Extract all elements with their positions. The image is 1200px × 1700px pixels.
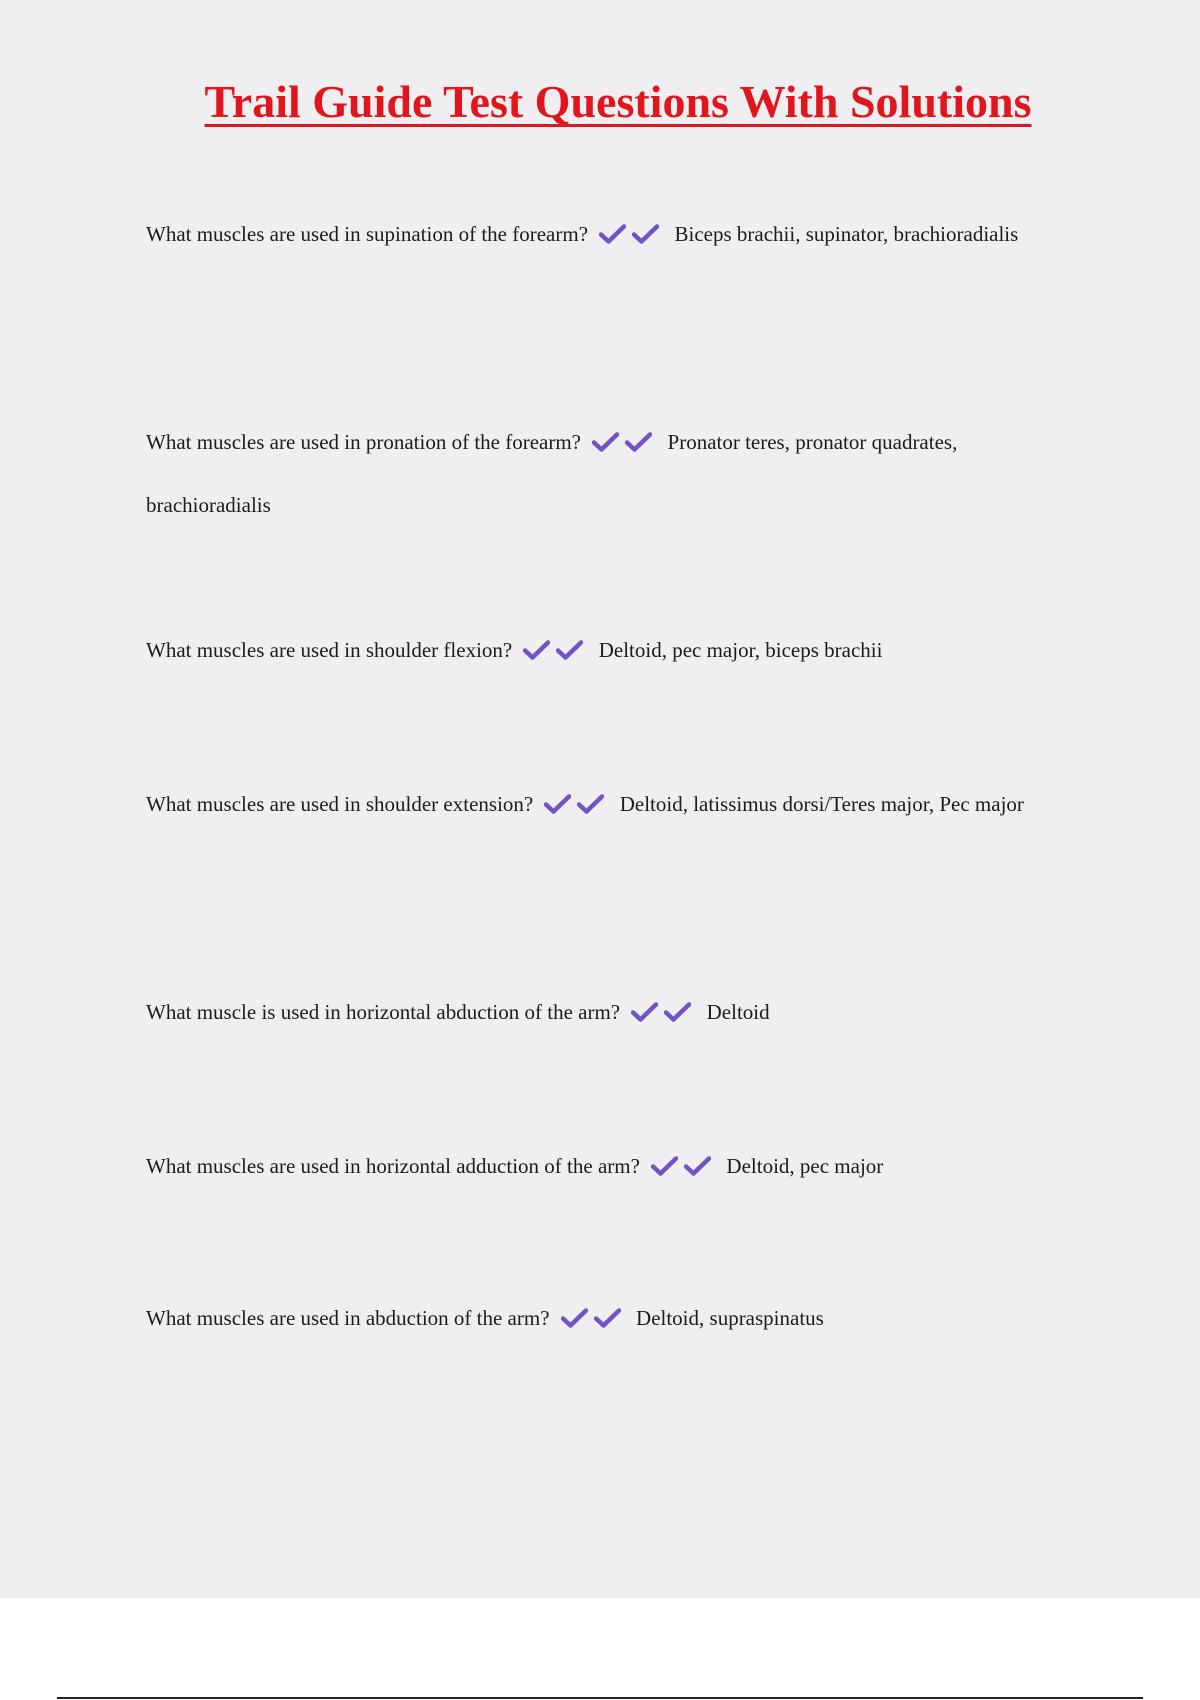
check-pair	[544, 777, 610, 837]
checkmark-icon	[684, 1156, 711, 1176]
check-pair	[523, 623, 589, 683]
checkmark-icon	[632, 224, 659, 244]
checkmark-icon	[631, 1002, 658, 1022]
answer-text: Deltoid, pec major	[726, 1154, 884, 1178]
checkmark-icon	[523, 640, 550, 660]
question-text: What muscles are used in shoulder flexion?	[146, 638, 513, 662]
qa-item-2	[146, 412, 1076, 535]
question-text: What muscles are used in supination of the forearm?	[146, 222, 589, 246]
check-pair	[599, 207, 665, 267]
question-text: What muscles are used in shoulder extension?	[146, 792, 534, 816]
check-pair	[651, 1139, 717, 1199]
check-pair	[592, 415, 658, 475]
checkmark-icon	[594, 1308, 621, 1328]
question-text: What muscles are used in horizontal adduction of the arm?	[146, 1154, 640, 1178]
question-text: What muscles are used in abduction of the arm?	[146, 1306, 550, 1330]
qa-item-6	[146, 1136, 1076, 1199]
answer-text: Deltoid, supraspinatus	[636, 1306, 824, 1330]
checkmark-icon	[664, 1002, 691, 1022]
checkmark-icon	[651, 1156, 678, 1176]
check-pair	[631, 985, 697, 1045]
answer-text: Deltoid, pec major, biceps brachii	[598, 638, 883, 662]
qa-item-7	[146, 1288, 1076, 1351]
document-title: Trail Guide Test Questions With Solutions	[204, 76, 1032, 127]
checkmark-icon	[577, 794, 604, 814]
answer-text: Pronator teres, pronator quadrates, brachioradialis	[146, 430, 958, 517]
checkmark-icon	[625, 432, 652, 452]
answer-text: Biceps brachii, supinator, brachioradialis	[674, 222, 1019, 246]
checkmark-icon	[592, 432, 619, 452]
qa-item-4	[146, 774, 1076, 837]
answer-text: Deltoid	[706, 1000, 770, 1024]
footer-divider	[57, 1697, 1143, 1699]
question-text: What muscle is used in horizontal abduction of the arm?	[146, 1000, 621, 1024]
checkmark-icon	[556, 640, 583, 660]
checkmark-icon	[599, 224, 626, 244]
check-pair	[561, 1291, 627, 1351]
qa-item-5	[146, 982, 1076, 1045]
qa-item-3	[146, 620, 1076, 683]
answer-text: Deltoid, latissimus dorsi/Teres major, Pec major	[619, 792, 1024, 816]
checkmark-icon	[544, 794, 571, 814]
checkmark-icon	[561, 1308, 588, 1328]
qa-item-1	[146, 204, 1076, 267]
question-text: What muscles are used in pronation of the forearm?	[146, 430, 582, 454]
